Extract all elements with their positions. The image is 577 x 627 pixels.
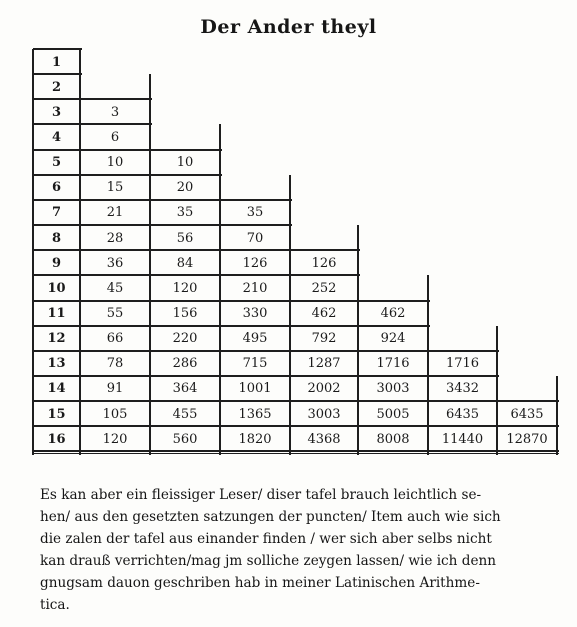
table-cell: 364 bbox=[172, 381, 198, 397]
paragraph-line: tica. bbox=[40, 597, 70, 613]
row-index-cell: 2 bbox=[51, 79, 62, 95]
table-cell: 70 bbox=[246, 230, 264, 246]
table-cell: 924 bbox=[380, 331, 406, 347]
table-cell: 495 bbox=[242, 331, 268, 347]
table-cell: 1716 bbox=[445, 356, 480, 372]
table-cell: 210 bbox=[242, 280, 268, 296]
table-cell: 56 bbox=[176, 230, 194, 246]
table-cell: 35 bbox=[246, 205, 264, 221]
paragraph-line: die zalen der tafel aus einander finden / wer sich aber selbs nicht bbox=[40, 531, 492, 547]
table-cell: 8008 bbox=[376, 431, 410, 447]
table-cell: 1001 bbox=[238, 381, 272, 397]
table-cell: 105 bbox=[102, 406, 128, 422]
row-index-cell: 6 bbox=[51, 180, 62, 196]
table-cell: 6435 bbox=[510, 406, 544, 422]
table-cell: 252 bbox=[311, 280, 337, 296]
table-cell: 12870 bbox=[506, 431, 548, 447]
page-title: Der Ander theyl bbox=[200, 16, 377, 38]
table-cell: 4368 bbox=[307, 431, 341, 447]
table-cell: 36 bbox=[106, 255, 124, 271]
table-cell: 1716 bbox=[376, 356, 410, 372]
table-cell: 3003 bbox=[307, 406, 341, 422]
table-cell: 2002 bbox=[307, 381, 341, 397]
table-cell: 462 bbox=[311, 306, 337, 321]
table-cell: 15 bbox=[106, 180, 124, 196]
row-index-cell: 1 bbox=[51, 54, 62, 70]
table-cell: 35 bbox=[176, 205, 194, 221]
table-cell: 3 bbox=[110, 104, 120, 120]
table-cell: 5005 bbox=[376, 406, 410, 422]
paragraph-line: gnugsam dauon geschriben hab in meiner Latinischen Arithme- bbox=[40, 575, 480, 591]
table-cell: 6435 bbox=[445, 406, 480, 422]
table-cell: 21 bbox=[106, 205, 124, 221]
table-cell: 84 bbox=[176, 255, 194, 271]
table-cell: 66 bbox=[106, 331, 124, 347]
paragraph-line: Es kan aber ein fleissiger Leser/ diser tafel brauch leichtlich se- bbox=[40, 487, 482, 503]
table-cell: 330 bbox=[242, 306, 268, 321]
table-cell: 120 bbox=[172, 280, 198, 296]
table-cell: 10 bbox=[106, 155, 124, 171]
row-index-cell: 7 bbox=[51, 205, 62, 221]
table-cell: 220 bbox=[172, 331, 198, 347]
table-bottom-rule bbox=[33, 453, 559, 454]
table-cell: 3003 bbox=[376, 381, 410, 397]
table-cell: 792 bbox=[311, 331, 337, 347]
table-cell: 286 bbox=[172, 356, 198, 372]
paragraph-line: hen/ aus den gesetzten satzungen der puncten/ Item auch wie sich bbox=[40, 509, 501, 525]
row-index-cell: 16 bbox=[47, 431, 66, 447]
table-cell: 1365 bbox=[238, 406, 272, 422]
row-index-cell: 5 bbox=[51, 155, 62, 171]
table-cell: 45 bbox=[106, 280, 124, 296]
table-cell: 120 bbox=[102, 431, 128, 447]
table-cell: 126 bbox=[242, 255, 268, 271]
row-index-cell: 12 bbox=[47, 331, 66, 347]
row-index-cell: 9 bbox=[51, 255, 62, 271]
table-cell: 715 bbox=[242, 356, 268, 372]
row-index-cell: 8 bbox=[51, 230, 62, 246]
table-cell: 1287 bbox=[307, 356, 341, 372]
table-cell: 126 bbox=[311, 255, 337, 271]
table-cell: 28 bbox=[106, 230, 124, 246]
table-cell: 455 bbox=[172, 406, 198, 422]
row-index-cell: 10 bbox=[47, 280, 66, 296]
table-cell: 20 bbox=[176, 180, 194, 196]
table-cell: 560 bbox=[172, 431, 198, 447]
table-cell: 78 bbox=[106, 356, 124, 372]
row-index-cell: 3 bbox=[51, 104, 62, 120]
table-cell: 11440 bbox=[441, 431, 484, 447]
body-paragraph bbox=[40, 484, 554, 616]
table-cell: 10 bbox=[176, 155, 194, 171]
table-cell: 6 bbox=[110, 129, 120, 145]
row-index-cell: 15 bbox=[47, 406, 66, 422]
row-index-cell: 4 bbox=[51, 129, 62, 145]
row-index-cell: 13 bbox=[47, 356, 66, 372]
table-cell: 3432 bbox=[445, 381, 480, 397]
table-cell: 1820 bbox=[238, 431, 272, 447]
table-cell: 91 bbox=[106, 381, 124, 397]
table-cell: 55 bbox=[106, 306, 124, 321]
row-index-cell: 14 bbox=[47, 381, 66, 397]
paragraph-line: kan drauß verrichten/mag jm solliche zeygen lassen/ wie ich denn bbox=[40, 553, 496, 569]
table-cell: 156 bbox=[172, 306, 198, 321]
row-index-cell: 11 bbox=[47, 306, 66, 321]
table-cell: 462 bbox=[380, 306, 406, 321]
